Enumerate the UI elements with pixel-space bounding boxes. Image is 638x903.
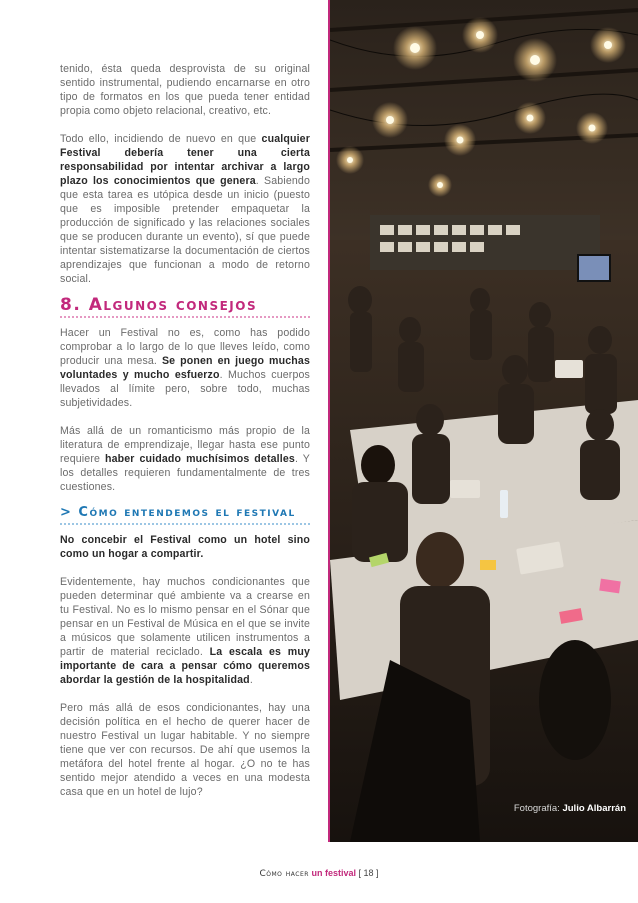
page-footer [0,868,638,879]
text-run: Hacer un Festival no es, como has podido comprobar a lo largo de lo que lleves leído, como producir una mesa. [60,327,310,367]
bold-run: Se ponen en juego muchas voluntades y mucho esfuerzo [60,355,310,381]
text-run: . [249,674,253,686]
footer-brand: Cómo hacer [259,869,309,879]
event-photo-illustration [330,0,638,842]
paragraph-hotel-home: Pero más allá de esos condicionantes, hay una decisión política en el hecho de querer hacer de nuestro Festival un lugar habitable. Y no siempre tiene que ver con recursos. De ahí que usemos la metáfora del hotel frente al hogar. ¿O no te has sentido mejor atendido a veces en una modesta casa que en un hotel de lujo? [60,702,310,798]
text-run: Evidentemente, hay muchos condicionantes que pueden determinar qué ambiente va a crearse en tu Festival. No es lo mismo pensar en el Sónar que pensar en un Festival de Música en el que se invite a músicos que solamente utilicen instrumentos a partir de material reciclado. [60,576,310,658]
paragraph-archive [60,132,310,286]
lead-statement [60,533,310,561]
page-number: [ 18 ] [358,868,379,878]
photo-credit-name: Julio Albarrán [562,803,626,814]
bold-run: haber cuidado muchísimos detalles [104,453,295,465]
bold-run: cualquier Festival debería tener una cierta responsabilidad por intentar archivar a largo plazo los conocimientos que genera [60,133,310,187]
section-heading: 8. Algunos consejos [60,298,310,318]
bold-run: La escala es muy importante de cara a pensar cómo queremos abordar la gestión de la hospitalidad [60,646,310,686]
footer-subtitle: un festival [311,868,356,878]
text-run: Más allá de un romanticismo más propio de la literatura de emprendizaje, llegar hasta ese punto requiere [60,425,310,465]
text-run: . Muchos cuerpos llevados al límite pero, sobre todo, muchas subjetividades. [60,369,311,409]
photo-credit [514,803,626,814]
paragraph-continuation: tenido, ésta queda desprovista de su original sentido instrumental, pudiendo encarnarse en otro tipo de formatos en los que pueda tener entidad propia como objeto relacional, creativo, etc. [60,63,310,117]
text-run: . Y los detalles requieren fundamentalmente de tres cuestiones. [60,453,310,493]
subsection-heading: > Cómo entendemos el festival [60,506,310,525]
paragraph-details [60,424,310,494]
text-run: . Sabiendo que esta tarea es utópica desde un inicio (puesto que es imposible pretender empaquetar la producción de significado y las relaciones sociales que se producen durante un evento), sí que puede intentar sistematizarse la documentación de ciertos aprendizajes que funcionan a modo de retorno social. [60,175,310,285]
text-column [60,62,310,799]
event-photo [330,0,638,842]
photo-credit-prefix: Fotografía: [513,803,563,814]
bold-run: No concebir el Festival como un hotel sino como un hogar a compartir. [60,534,310,560]
paragraph-scale [60,575,310,687]
paragraph-festival-effort [60,326,310,410]
text-run: Todo ello, incidiendo de nuevo en que [60,133,262,145]
